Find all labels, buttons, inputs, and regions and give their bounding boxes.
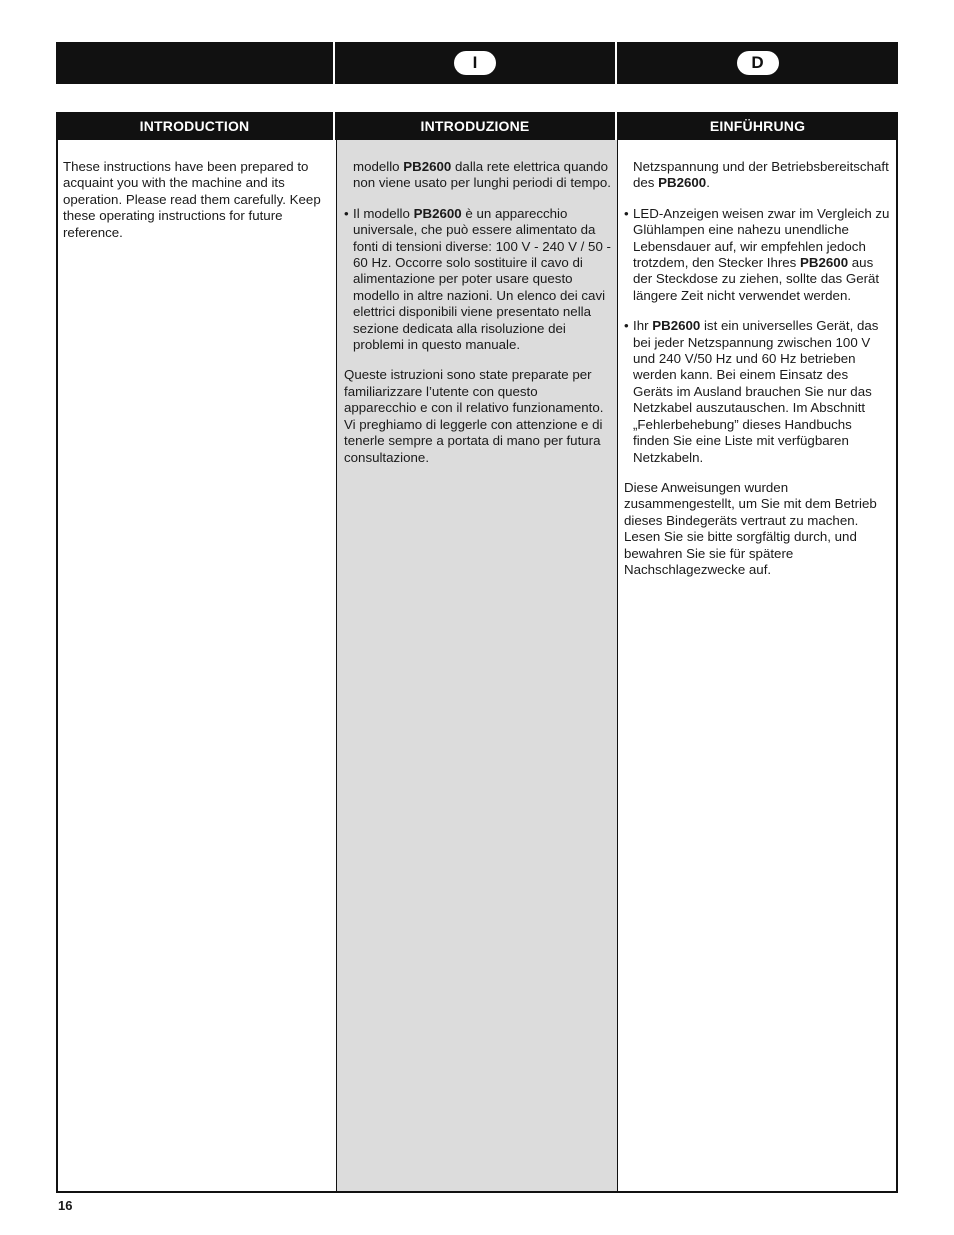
column-german xyxy=(618,140,896,1191)
italian-cont-model: PB2600 xyxy=(403,159,452,174)
italian-intro-paragraph: Queste istruzioni sono state preparate per familiarizzare l’utente con questo apparecchio e con il relativo funzionamento. Vi preghiamo di leggerle con attenzione e di tenerle sempre a portata di mano per futura consultazione. xyxy=(344,367,604,465)
italian-bullet-universal xyxy=(344,206,611,354)
bullet-mark: • xyxy=(624,205,629,221)
german-bullet-led xyxy=(624,206,890,304)
german-cont-text-a: Netzspannung und der Betriebsbereitschaft des xyxy=(633,159,889,191)
german-cont-model: PB2600 xyxy=(658,175,707,191)
german-bullet-text-a: Ihr xyxy=(633,318,653,334)
language-badge-german: D xyxy=(737,51,779,75)
italian-bullet-text-a: Il modello xyxy=(353,205,414,221)
language-header-bar xyxy=(56,42,898,84)
german-bullet-led-text-a: LED-Anzeigen weisen zwar im Vergleich zu Glühlampen eine nahezu unendliche Lebensdauer auf, wir empfehlen jedoch trotzdem, den Stecker Ihres xyxy=(633,205,890,271)
section-header-german: EINFÜHRUNG xyxy=(709,118,806,134)
section-header-english: INTRODUCTION xyxy=(56,112,335,140)
german-continued-paragraph xyxy=(624,159,890,192)
german-bullet-universal xyxy=(624,318,890,466)
bullet-mark: • xyxy=(624,318,629,334)
italian-cont-text-a: modello xyxy=(353,159,404,174)
section-header-italian: INTRODUZIONE xyxy=(335,112,617,140)
language-badge-italian: I xyxy=(454,51,496,75)
italian-continued-paragraph xyxy=(344,159,611,192)
language-cell-german xyxy=(617,42,898,84)
german-cont-text-c: . xyxy=(706,175,710,191)
german-intro-paragraph: Diese Anweisungen wurden zusammengestellt, um Sie mit dem Betrieb dieses Bindegeräts vertraut zu machen. Lesen Sie sie bitte sorgfältig durch, und bewahren Sie sie für spätere Nachschlagezwecke auf. xyxy=(624,479,877,577)
german-bullet-led-text-c: aus der Steckdose zu ziehen, sollte das Gerät längere Zeit nicht verwendet werden. xyxy=(633,255,880,303)
english-intro-paragraph: These instructions have been prepared to acquaint you with the machine and its operation. Please read them carefully. Keep these operating instructions for future reference. xyxy=(63,159,321,240)
column-english xyxy=(58,140,336,1191)
column-italian xyxy=(336,140,618,1191)
section-header-row xyxy=(56,112,898,140)
german-bullet-text-c: ist ein universelles Gerät, das bei jeder Netzspannung zwischen 100 V und 240 V/50 Hz und 60 Hz betrieben werden kann. Bei einem Einsatz des Geräts im Ausland brauchen Sie nur das Netzkabel auszutauschen. Im Abschnitt „Fehlerbehebung” dieses Handbuchs finden Sie eine Liste mit verfügbaren Netzkabeln. xyxy=(633,318,879,465)
language-cell-italian xyxy=(335,42,617,84)
italian-bullet-model: PB2600 xyxy=(413,205,462,221)
german-bullet-led-model: PB2600 xyxy=(800,255,849,271)
german-bullet-model: PB2600 xyxy=(652,318,701,334)
bullet-mark: • xyxy=(344,205,349,221)
language-cell-english xyxy=(56,42,335,84)
page-number: 16 xyxy=(58,1198,73,1213)
italian-cont-text-c: dalla rete elettrica quando non viene usato per lunghi periodi di tempo. xyxy=(353,159,611,191)
italian-bullet-text-c: è un apparecchio universale, che può essere alimentato da fonti di tensioni diverse: 100 V - 240 V / 50 - 60 Hz. Occorre solo sostituire il cavo di alimentazione per poter usare questo modello in altre nazioni. Un elenco dei cavi elettrici disponibili viene presentato nella sezione dedicata alla risoluzione dei problemi in questo manuale. xyxy=(353,205,611,353)
